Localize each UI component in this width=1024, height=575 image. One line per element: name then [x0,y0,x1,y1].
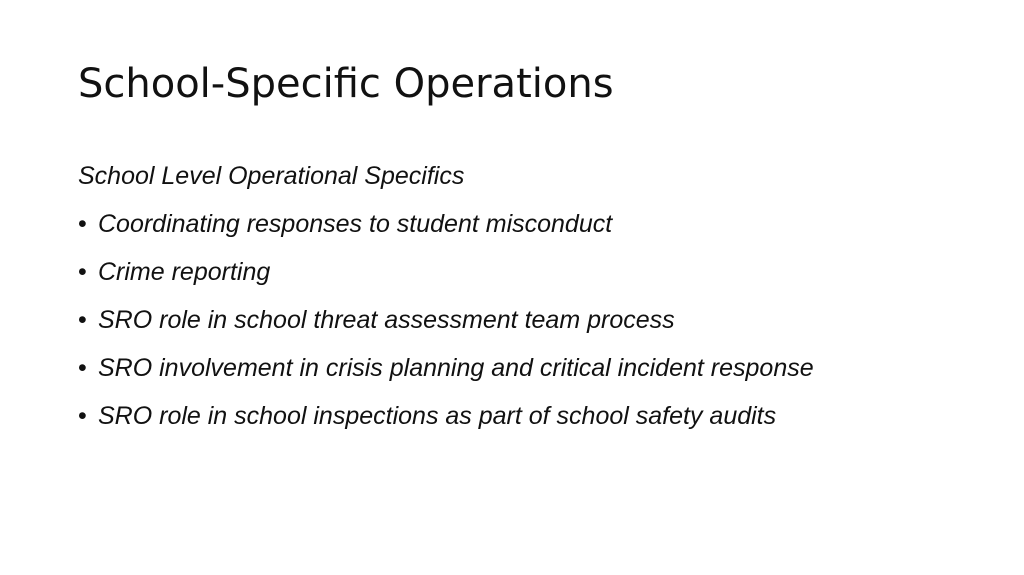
bullet-item [78,302,958,338]
subheading: School Level Operational Specifics [78,162,465,190]
bullet-text: Coordinating responses to student misconduct [98,210,613,238]
bullet-icon: • [78,258,87,286]
bullet-item [78,254,958,290]
bullet-icon: • [78,354,87,382]
slide-title: School-Specific Operations [78,61,614,107]
bullet-item [78,206,958,242]
bullet-text: SRO involvement in crisis planning and critical incident response [98,354,814,382]
slide-body [78,158,958,446]
bullet-icon: • [78,210,87,238]
bullet-icon: • [78,402,87,430]
bullet-text: SRO role in school threat assessment team process [98,306,675,334]
bullet-icon: • [78,306,87,334]
bullet-text: Crime reporting [98,258,271,286]
bullet-item [78,350,958,386]
bullet-list [78,206,958,434]
bullet-text: SRO role in school inspections as part of school safety audits [98,402,777,430]
bullet-item [78,398,958,434]
